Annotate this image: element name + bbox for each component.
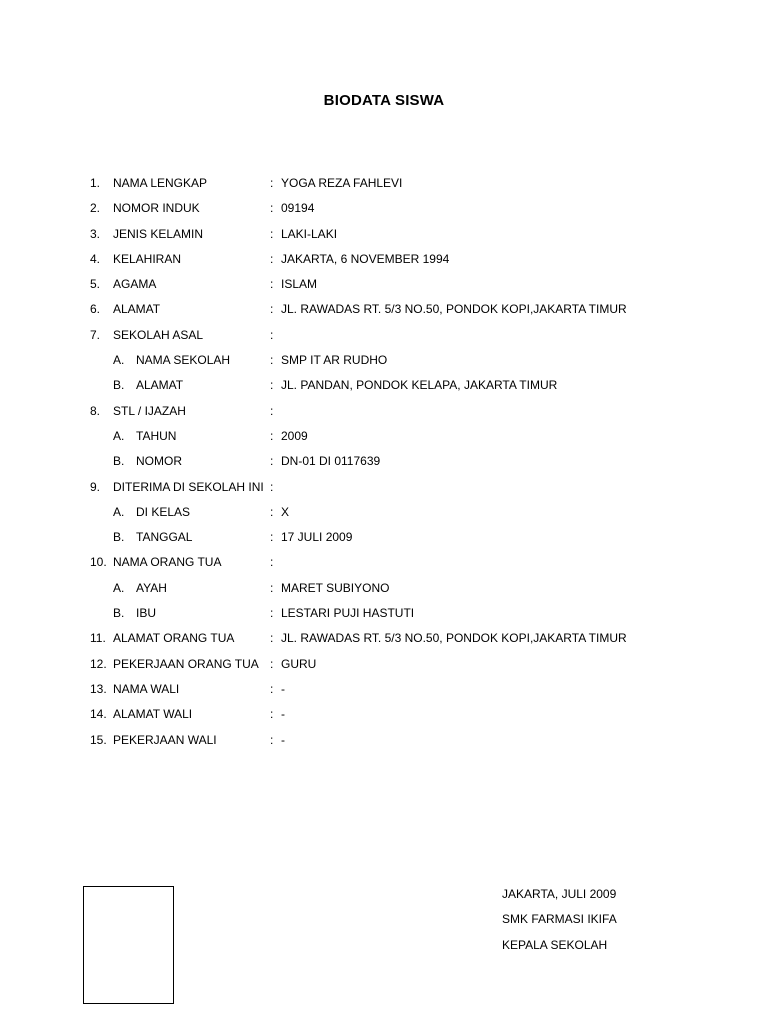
field-value: 2009 (281, 428, 308, 443)
field-number: A. (113, 504, 125, 519)
field-label: TAHUN (136, 428, 177, 443)
field-colon: : (270, 201, 274, 216)
signature-block (502, 882, 617, 958)
field-number: B. (113, 606, 125, 621)
field-label: KELAHIRAN (113, 251, 182, 266)
field-colon: : (270, 454, 274, 469)
field-row (0, 174, 768, 199)
signature-place-date: JAKARTA, JULI 2009 (502, 887, 617, 901)
field-label: PEKERJAAN WALI (113, 732, 217, 747)
field-row (0, 351, 768, 376)
field-colon: : (270, 302, 274, 317)
field-colon: : (270, 251, 274, 266)
field-value: DN-01 DI 0117639 (281, 454, 381, 469)
field-colon: : (270, 530, 274, 545)
field-value: - (281, 732, 285, 747)
field-number: B. (113, 378, 125, 393)
field-value: 17 JULI 2009 (281, 530, 353, 545)
field-label: STL / IJAZAH (113, 403, 186, 418)
field-value: X (281, 504, 290, 519)
field-label: NAMA ORANG TUA (113, 555, 222, 570)
signature-school: SMK FARMASI IKIFA (502, 912, 617, 927)
field-row (0, 300, 768, 325)
field-colon: : (270, 176, 274, 190)
field-value: ISLAM (281, 277, 318, 292)
field-number: A. (113, 580, 125, 595)
field-colon: : (270, 327, 274, 342)
field-row (0, 402, 768, 427)
field-label: SEKOLAH ASAL (113, 327, 204, 342)
field-row (0, 452, 768, 477)
field-label: DI KELAS (136, 504, 191, 519)
field-label: NOMOR INDUK (113, 201, 200, 216)
field-value: GURU (281, 656, 317, 671)
document-title: BIODATA SISWA (323, 92, 445, 109)
field-row (0, 629, 768, 654)
field-row (0, 528, 768, 553)
field-value: JL. RAWADAS RT. 5/3 NO.50, PONDOK KOPI,JAKARTA TIMUR (281, 302, 627, 317)
field-row (0, 705, 768, 730)
photo-placeholder (83, 886, 174, 1004)
field-row (0, 680, 768, 705)
field-row (0, 427, 768, 452)
field-row (0, 731, 768, 756)
field-label: NAMA SEKOLAH (136, 353, 231, 368)
field-colon: : (270, 580, 274, 595)
field-colon: : (270, 631, 274, 646)
field-number: 12. (90, 656, 107, 671)
field-number: 11. (90, 631, 106, 646)
field-label: ALAMAT (136, 378, 184, 393)
field-number: 9. (90, 479, 101, 494)
field-value: YOGA REZA FAHLEVI (281, 176, 403, 190)
field-colon: : (270, 555, 274, 570)
field-number: 1. (90, 176, 101, 190)
field-value: SMP IT AR RUDHO (281, 353, 388, 368)
field-label: DITERIMA DI SEKOLAH INI (113, 479, 264, 494)
field-number: 10. (90, 555, 107, 570)
field-label: IBU (136, 606, 157, 621)
field-colon: : (270, 277, 274, 292)
field-colon: : (270, 226, 274, 241)
field-number: 2. (90, 201, 101, 216)
field-row (0, 553, 768, 578)
field-value: MARET SUBIYONO (281, 580, 390, 595)
field-value: JL. RAWADAS RT. 5/3 NO.50, PONDOK KOPI,JAKARTA TIMUR (281, 631, 627, 646)
field-label: AYAH (136, 580, 167, 595)
field-row (0, 250, 768, 275)
field-row (0, 376, 768, 401)
field-label: NAMA WALI (113, 681, 180, 696)
field-colon: : (270, 732, 274, 747)
field-colon: : (270, 353, 274, 368)
field-row (0, 225, 768, 250)
field-number: 13. (90, 681, 107, 696)
signature-position: KEPALA SEKOLAH (502, 937, 608, 952)
field-colon: : (270, 403, 274, 418)
field-value: LESTARI PUJI HASTUTI (281, 606, 415, 621)
field-row (0, 604, 768, 629)
field-colon: : (270, 606, 274, 621)
field-label: NOMOR (136, 454, 182, 469)
field-colon: : (270, 428, 274, 443)
field-label: JENIS KELAMIN (113, 226, 204, 241)
field-number: 8. (90, 403, 101, 418)
field-row (0, 655, 768, 680)
field-label: ALAMAT (113, 302, 161, 317)
field-number: B. (113, 454, 125, 469)
field-label: PEKERJAAN ORANG TUA (113, 656, 259, 671)
field-number: 4. (90, 251, 101, 266)
field-label: AGAMA (113, 277, 157, 292)
field-number: 15. (90, 732, 107, 747)
biodata-fields (0, 174, 768, 756)
field-value: - (281, 707, 285, 722)
field-number: 3. (90, 226, 101, 241)
field-value: - (281, 681, 285, 696)
field-number: 5. (90, 277, 101, 292)
field-number: A. (113, 353, 125, 368)
field-row (0, 503, 768, 528)
field-number: A. (113, 428, 125, 443)
field-colon: : (270, 656, 274, 671)
field-row (0, 199, 768, 224)
field-label: TANGGAL (136, 530, 193, 545)
field-colon: : (270, 681, 274, 696)
field-value: 09194 (281, 201, 315, 216)
field-colon: : (270, 378, 274, 393)
field-label: ALAMAT WALI (113, 707, 193, 722)
field-row (0, 326, 768, 351)
field-label: ALAMAT ORANG TUA (113, 631, 235, 646)
field-value: JAKARTA, 6 NOVEMBER 1994 (281, 251, 450, 266)
field-colon: : (270, 504, 274, 519)
field-row (0, 478, 768, 503)
field-number: 6. (90, 302, 101, 317)
field-number: 7. (90, 327, 101, 342)
field-row (0, 579, 768, 604)
field-number: B. (113, 530, 125, 545)
field-label: NAMA LENGKAP (113, 176, 208, 190)
field-colon: : (270, 707, 274, 722)
field-value: LAKI-LAKI (281, 226, 338, 241)
field-value: JL. PANDAN, PONDOK KELAPA, JAKARTA TIMUR (281, 378, 558, 393)
field-colon: : (270, 479, 274, 494)
field-row (0, 275, 768, 300)
field-number: 14. (90, 707, 107, 722)
